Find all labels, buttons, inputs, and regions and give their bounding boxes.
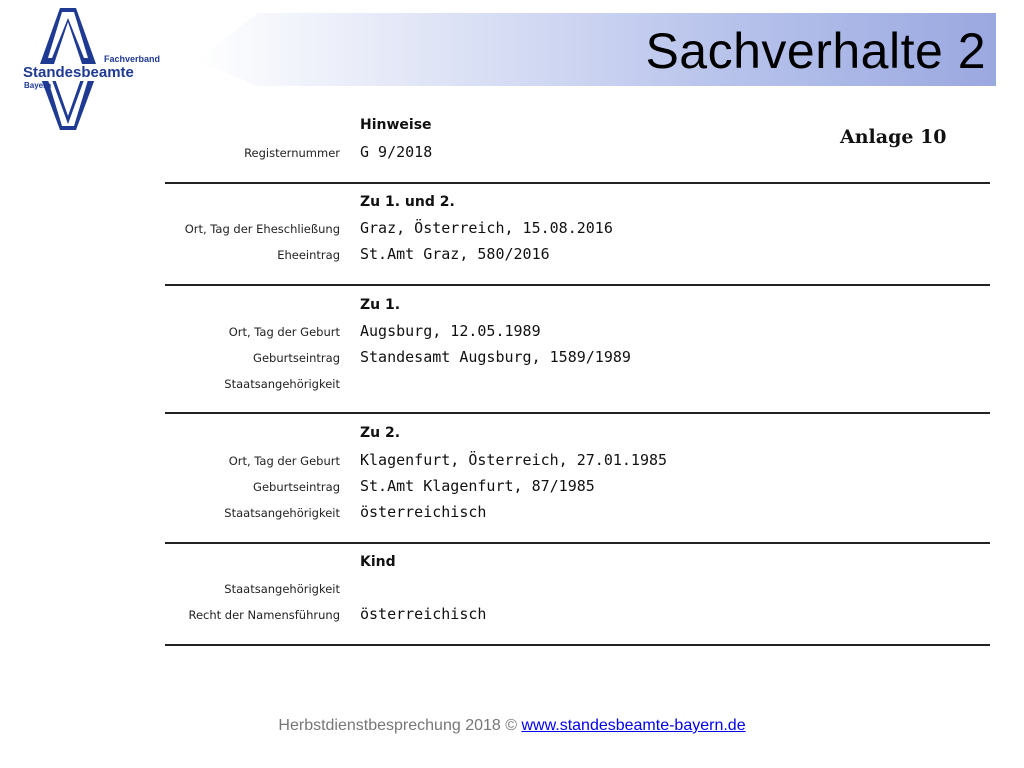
logo-top-text: Fachverband bbox=[104, 54, 161, 64]
footer bbox=[0, 717, 1024, 735]
field-value: G 9/2018 bbox=[360, 143, 433, 161]
footer-text: Herbstdienstbesprechung 2018 © bbox=[278, 717, 522, 734]
field-label: Ort, Tag der Geburt bbox=[228, 454, 340, 468]
field-label: Recht der Namensführung bbox=[188, 608, 340, 622]
field-value: Standesamt Augsburg, 1589/1989 bbox=[360, 348, 631, 366]
section-heading: Zu 2. bbox=[360, 425, 401, 441]
logo-bottom-text: Bayern bbox=[24, 81, 52, 90]
divider bbox=[165, 284, 990, 286]
section-heading: Hinweise bbox=[360, 117, 432, 133]
field-value: Klagenfurt, Österreich, 27.01.1985 bbox=[360, 451, 668, 469]
field-label: Ort, Tag der Geburt bbox=[228, 325, 340, 339]
field-value: Graz, Österreich, 15.08.2016 bbox=[360, 219, 613, 237]
field-label: Staatsangehörigkeit bbox=[224, 506, 340, 520]
logo-main-text: Standesbeamte bbox=[23, 64, 134, 81]
field-label: Staatsangehörigkeit bbox=[224, 377, 340, 391]
field-label: Geburtseintrag bbox=[253, 480, 340, 494]
section-heading: Kind bbox=[360, 554, 396, 570]
divider bbox=[165, 182, 990, 184]
field-label: Ort, Tag der Eheschließung bbox=[184, 222, 340, 236]
section-heading: Zu 1. bbox=[360, 297, 401, 313]
field-label: Registernummer bbox=[244, 146, 340, 160]
field-label: Geburtseintrag bbox=[253, 351, 340, 365]
divider bbox=[165, 542, 990, 544]
field-value: österreichisch bbox=[360, 605, 487, 623]
annex-label: Anlage 10 bbox=[840, 126, 947, 148]
divider bbox=[165, 412, 990, 414]
field-value: österreichisch bbox=[360, 503, 487, 521]
field-label: Staatsangehörigkeit bbox=[224, 582, 340, 596]
section-heading: Zu 1. und 2. bbox=[360, 194, 455, 210]
divider bbox=[165, 644, 990, 646]
field-label: Eheeintrag bbox=[277, 248, 340, 262]
field-value: St.Amt Graz, 580/2016 bbox=[360, 245, 550, 263]
field-value: St.Amt Klagenfurt, 87/1985 bbox=[360, 477, 595, 495]
field-value: Augsburg, 12.05.1989 bbox=[360, 322, 541, 340]
slide-title: Sachverhalte 2 bbox=[645, 23, 986, 79]
footer-link[interactable]: www.standesbeamte-bayern.de bbox=[521, 717, 746, 734]
